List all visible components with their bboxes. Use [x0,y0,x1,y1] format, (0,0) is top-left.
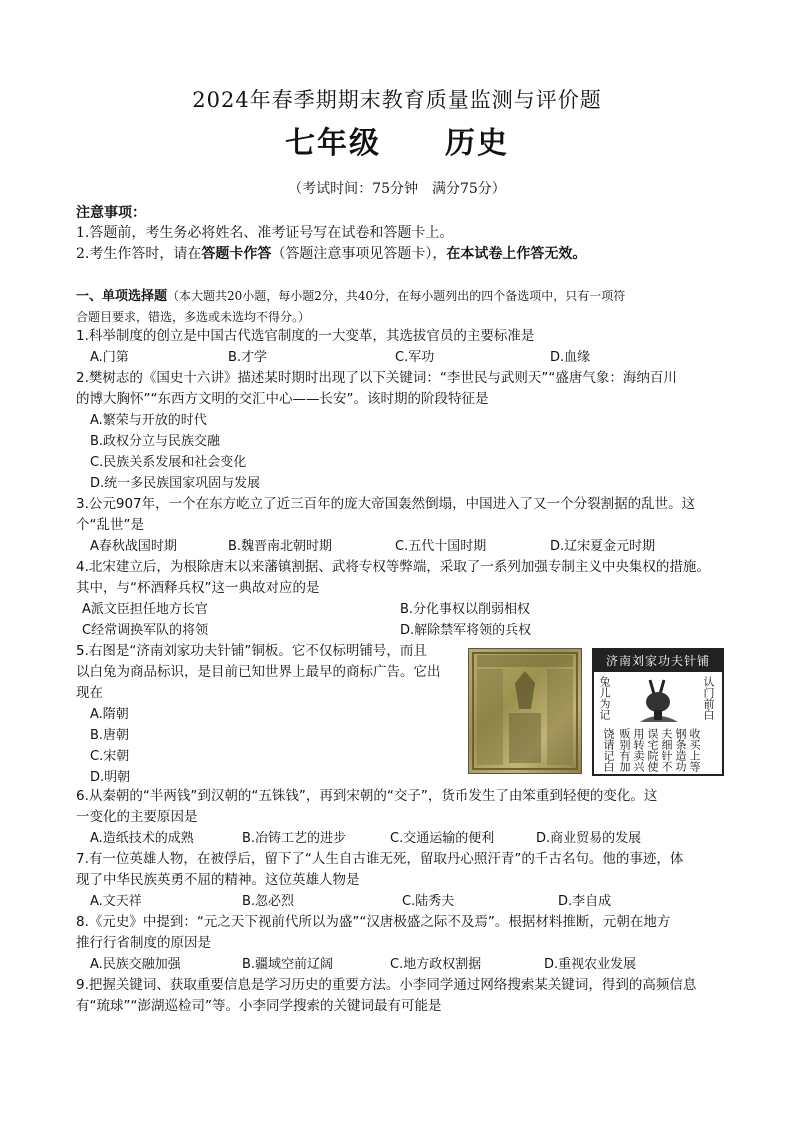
notes-item-2-d: 在本试卷上作答无效。 [446,246,587,262]
q2-option-b[interactable]: B.政权分立与民族交融 [90,434,221,449]
q8-option-b[interactable]: B.疆域空前辽阔 [242,957,334,972]
notes-item-2-b: 答题卡作答 [201,246,272,262]
q6-option-c[interactable]: C.交通运输的便利 [390,831,495,846]
section-desc-2: 合题目要求，错选，多选或未选均不得分。） [76,310,311,324]
print-col-3: 收买上等 [688,728,701,772]
q4-option-a[interactable]: A派文臣担任地方长官 [82,602,208,617]
question-3-stem [76,494,724,536]
question-2-stem [76,368,724,410]
question-4-stem [76,557,724,599]
notes-item-2-c: （答题注意事项见答题卡）， [271,246,447,262]
exam-title: 2024年春季期期末教育质量监测与评价题 [192,88,602,112]
question-3-stem-line-2: 个“乱世”是 [76,517,144,533]
question-3-stem-line-1: 3.公元907年，一个在东方屹立了近三百年的庞大帝国轰然倒塌，中国进入了又一个分裂割据的乱世。这 [76,496,696,512]
print-col-8: 贩别有加 [618,728,631,772]
q4-option-c[interactable]: C经常调换军队的将领 [82,623,209,638]
notes-item-2 [76,244,736,265]
question-8-stem-line-2: 推行行省制度的原因是 [76,935,211,951]
q7-option-a[interactable]: A.文天祥 [90,894,142,909]
print-col-9: 饶请记白 [602,728,615,772]
exam-subject: 七年级 历史 [285,126,509,161]
print-rubbing-image [592,648,724,776]
q1-option-c[interactable]: C.军功 [395,350,435,365]
q1-option-d[interactable]: D.血缘 [550,350,591,365]
question-5-stem-line-2: 以白兔为商品标识，是目前已知世界上最早的商标广告。它出 [76,664,441,680]
question-7-stem [76,849,724,891]
q5-option-c[interactable]: C.宋朝 [90,749,130,764]
section-title: 一、单项选择题 [76,289,168,304]
exam-info: （考试时间：75分钟 满分75分） [288,181,506,197]
q8-option-c[interactable]: C.地方政权割据 [390,957,482,972]
question-4-stem-line-1: 4.北宋建立后，为根除唐末以来藩镇割据、武将专权等弊端，采取了一系列加强专制主义中央集权的措施。 [76,559,710,575]
q8-option-a[interactable]: A.民族交融加强 [90,957,181,972]
print-col-2: 认门前白 [702,676,715,720]
print-col-7: 用转卖兴 [632,728,645,772]
section-header [76,286,724,327]
question-2-stem-line-2: 的博大胸怀”“东西方文明的交汇中心——长安”。该时期的阶段特征是 [76,391,489,407]
q5-option-b[interactable]: B.唐朝 [90,728,130,743]
q1-option-a[interactable]: A.门第 [90,350,129,365]
q3-option-d[interactable]: D.辽宋夏金元时期 [550,539,656,554]
q2-option-a[interactable]: A.繁荣与开放的时代 [90,413,207,428]
q3-option-c[interactable]: C.五代十国时期 [395,539,487,554]
print-col-1: 兔儿为记 [598,676,611,720]
question-6-stem-line-1: 6.从秦朝的“半两钱”到汉朝的“五铢钱”，再到宋朝的“交子”，货币发生了由笨重到轻便的变化。这 [76,788,658,804]
q6-option-d[interactable]: D.商业贸易的发展 [536,831,642,846]
question-4-stem-line-2: 其中，与“杯酒释兵权”这一典故对应的是 [76,580,320,596]
bronze-plate-pattern [469,649,581,773]
q7-option-d[interactable]: D.李自成 [558,894,612,909]
print-col-5: 夫细针不 [660,728,673,772]
print-col-6: 误宅院使 [646,728,659,772]
print-col-4: 钢条造功 [674,728,687,772]
question-9-stem-line-1: 9.把握关键词、获取重要信息是学习历史的重要方法。小李同学通过网络搜索某关键词，得到的高频信息 [76,977,697,993]
question-9-stem [76,975,724,1017]
q7-option-b[interactable]: B.忽必烈 [242,894,295,909]
question-1-stem: 1.科举制度的创立是中国古代选官制度的一大变革，其选拔官员的主要标准是 [76,328,535,344]
q2-option-d[interactable]: D.统一多民族国家巩固与发展 [90,476,261,491]
question-6-stem-line-2: 一变化的主要原因是 [76,809,198,825]
q3-option-a[interactable]: A春秋战国时期 [90,539,177,554]
q7-option-c[interactable]: C.陆秀夫 [402,894,455,909]
section-desc-1: （本大题共20小题，每小题2分，共40分，在每小题列出的四个备选项中，只有一项符 [167,289,626,303]
q2-option-c[interactable]: C.民族关系发展和社会变化 [90,455,247,470]
question-7-stem-line-1: 7.有一位英雄人物，在被俘后，留下了“人生自古谁无死，留取丹心照汗青”的千古名句。他的事迹，体 [76,851,684,867]
question-5-stem-line-1: 5.右图是“济南刘家功夫针铺”铜板。它不仅标明铺号，而且 [76,643,427,659]
notes-heading: 注意事项： [76,205,146,221]
rabbit-icon [630,674,688,726]
q1-option-b[interactable]: B.才学 [228,350,268,365]
question-5-stem-line-3: 现在 [76,685,103,701]
notes-item-1: 1.答题前，考生务必将姓名、准考证号写在试卷和答题卡上。 [76,225,454,241]
question-5-stem [76,641,466,704]
q5-option-a[interactable]: A.隋朝 [90,707,129,722]
q6-option-a[interactable]: A.造纸技术的成熟 [90,831,194,846]
question-8-stem-line-1: 8.《元史》中提到：“元之天下视前代所以为盛”“汉唐极盛之际不及焉”。根据材料推断，元朝在地方 [76,914,671,930]
question-2-stem-line-1: 2.樊树志的《国史十六讲》描述某时期时出现了以下关键词：“李世民与武则天”“盛唐气象：海纳百川 [76,370,677,386]
notes-block [76,203,736,265]
print-title: 济南刘家功夫针铺 [594,650,722,672]
q5-option-d[interactable]: D.明朝 [90,770,131,785]
question-9-stem-line-2: 有“琉球”“澎湖巡检司”等。小李同学搜索的关键词最有可能是 [76,998,442,1014]
notes-item-2-a: 2.考生作答时，请在 [76,246,202,262]
question-8-stem [76,912,724,954]
question-7-stem-line-2: 现了中华民族英勇不屈的精神。这位英雄人物是 [76,872,360,888]
q3-option-b[interactable]: B.魏晋南北朝时期 [228,539,333,554]
q6-option-b[interactable]: B.冶铸工艺的进步 [242,831,347,846]
q8-option-d[interactable]: D.重视农业发展 [544,957,637,972]
question-6-stem [76,786,724,828]
bronze-plate-image [468,648,582,774]
q4-option-d[interactable]: D.解除禁军将领的兵权 [400,623,532,638]
q4-option-b[interactable]: B.分化事权以削弱相权 [400,602,531,617]
